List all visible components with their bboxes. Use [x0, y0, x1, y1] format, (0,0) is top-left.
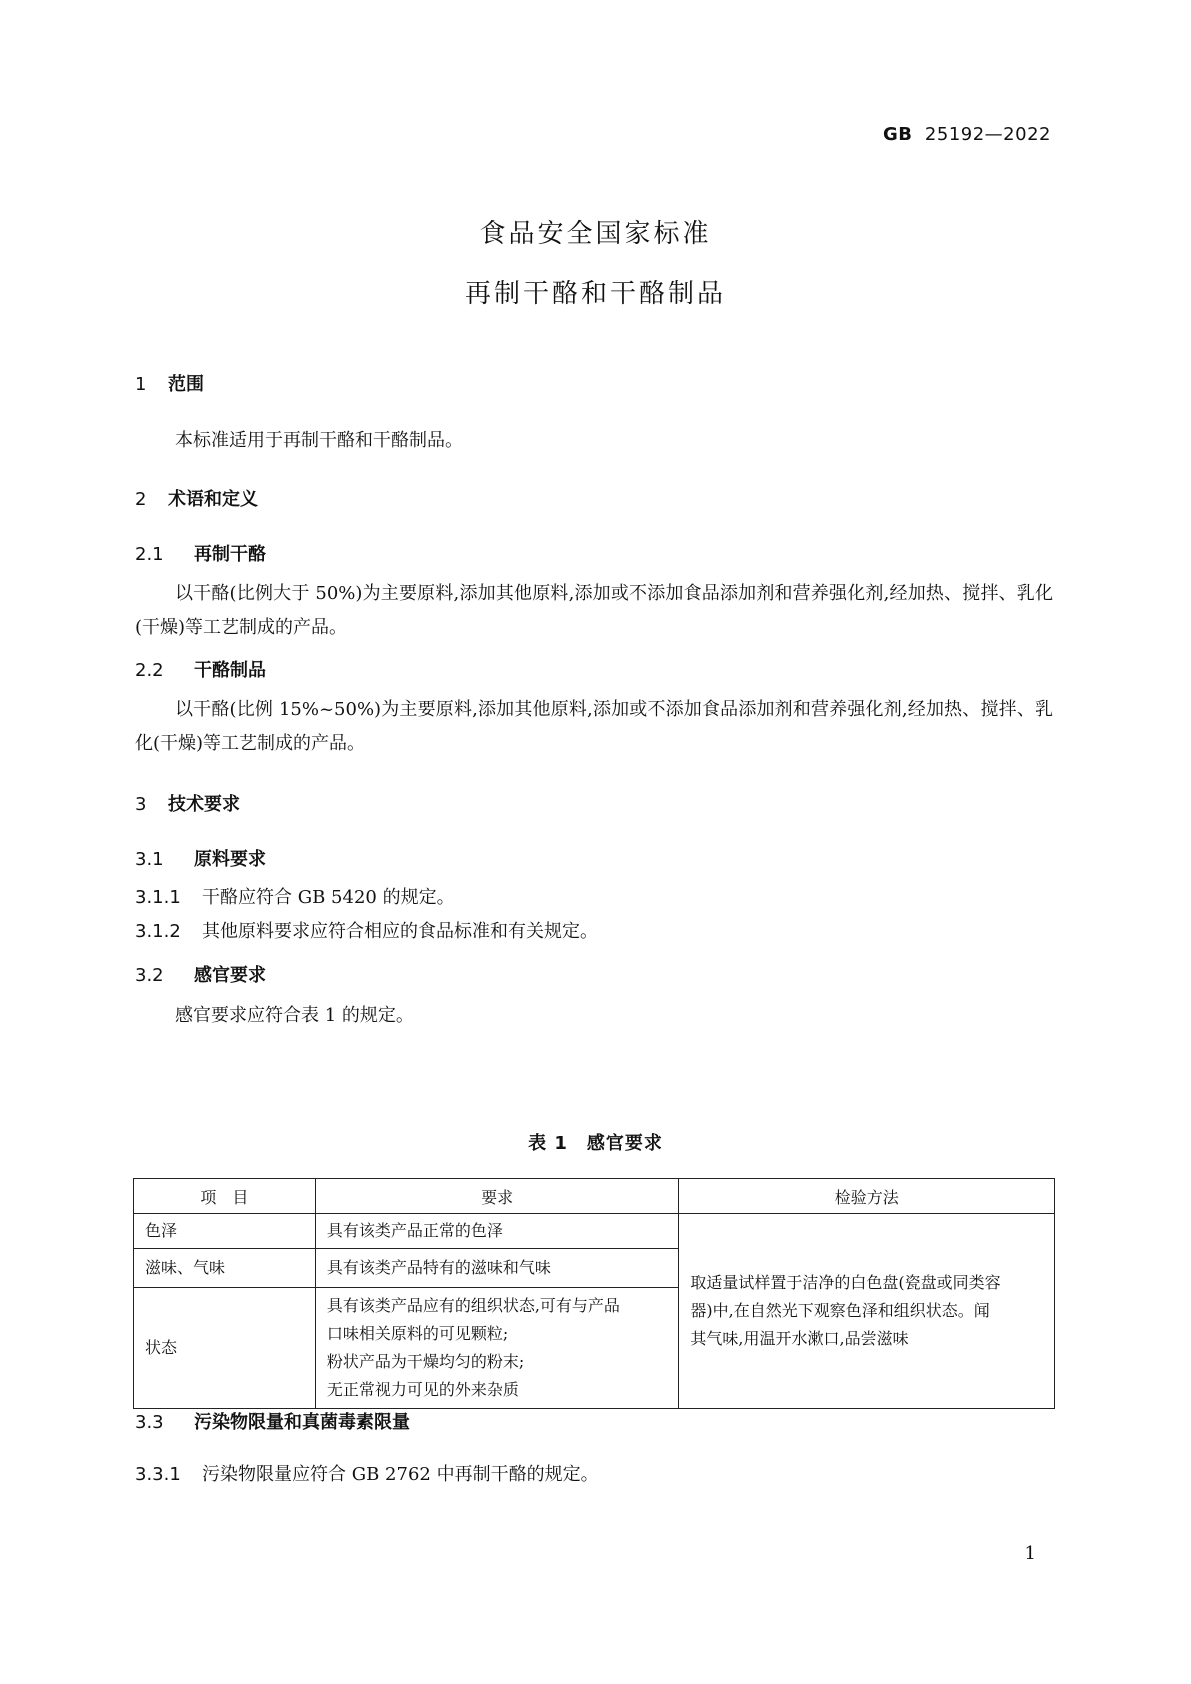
sensory-requirements-table [133, 1178, 1055, 1409]
document-title-line1: 食品安全国家标准 [479, 219, 712, 249]
section-heading-3-1 [135, 845, 266, 871]
table-header-row [134, 1179, 1055, 1214]
table-row [134, 1214, 1055, 1249]
section-title: 污染物限量和真菌毒素限量 [194, 1412, 410, 1433]
section-number: 2.1 [135, 544, 164, 565]
section-heading-2-1 [135, 540, 266, 566]
clause-text: 污染物限量应符合 GB 2762 中再制干酪的规定。 [202, 1464, 599, 1485]
method-line: 其气味,用温开水漱口,品尝滋味 [690, 1329, 909, 1348]
section-2-1-text: 以干酪(比例大于 50%)为主要原料,添加其他原料,添加或不添加食品添加剂和营养强化剂,经加热、搅拌、乳化(干燥)等工艺制成的产品。 [135, 583, 1053, 638]
section-title: 原料要求 [194, 849, 266, 870]
section-heading-1 [135, 370, 204, 396]
table-header-cell: 要求 [315, 1179, 679, 1214]
table-cell-item: 滋味、气味 [134, 1249, 316, 1288]
section-3-2-text: 感官要求应符合表 1 的规定。 [175, 1005, 414, 1026]
method-line: 器)中,在自然光下观察色泽和组织状态。闻 [690, 1301, 990, 1320]
table-header-cell: 项 目 [134, 1179, 316, 1214]
clause-number: 3.1.1 [135, 887, 181, 908]
section-number: 3.2 [135, 965, 164, 986]
table-cell-item: 状态 [134, 1288, 316, 1409]
table-cell-requirement: 具有该类产品正常的色泽 [315, 1214, 679, 1249]
document-title-line2: 再制干酪和干酪制品 [464, 279, 726, 309]
clause-text: 其他原料要求应符合相应的食品标准和有关规定。 [202, 921, 598, 942]
section-title: 干酪制品 [194, 660, 266, 681]
standard-code-prefix: GB [882, 124, 913, 145]
requirement-line: 粉状产品为干燥均匀的粉末; [326, 1352, 525, 1371]
section-heading-3-2 [135, 961, 266, 987]
section-number: 1 [135, 374, 147, 395]
section-number: 2.2 [135, 660, 164, 681]
section-number: 3.1 [135, 849, 164, 870]
table-header-cell: 检验方法 [679, 1179, 1055, 1214]
section-number: 3.3 [135, 1412, 164, 1433]
requirement-line: 无正常视力可见的外来杂质 [326, 1380, 519, 1399]
section-title: 范围 [168, 374, 204, 395]
method-line: 取适量试样置于洁净的白色盘(瓷盘或同类容 [690, 1273, 1001, 1292]
section-number: 3 [135, 794, 147, 815]
requirement-line: 口味相关原料的可见颗粒; [326, 1324, 509, 1343]
clause-3-1-2 [135, 917, 598, 943]
section-1-text: 本标准适用于再制干酪和干酪制品。 [175, 430, 463, 451]
page-number: 1 [1024, 1543, 1036, 1564]
table-cell-item: 色泽 [134, 1214, 316, 1249]
standard-code [883, 124, 1051, 145]
section-heading-2-2 [135, 656, 266, 682]
clause-3-1-1 [135, 883, 455, 909]
section-heading-2 [135, 485, 258, 511]
section-title: 再制干酪 [194, 544, 266, 565]
section-number: 2 [135, 489, 147, 510]
table-cell-requirement [315, 1288, 679, 1409]
section-2-2-text: 以干酪(比例 15%~50%)为主要原料,添加其他原料,添加或不添加食品添加剂和营养强化剂,经加热、搅拌、乳化(干燥)等工艺制成的产品。 [135, 699, 1053, 754]
table-caption: 表 1 感官要求 [528, 1133, 663, 1154]
section-heading-3-3 [135, 1408, 410, 1434]
standard-code-number: 25192—2022 [924, 124, 1051, 145]
section-title: 感官要求 [194, 965, 266, 986]
clause-3-3-1 [135, 1460, 599, 1486]
clause-number: 3.1.2 [135, 921, 181, 942]
table-cell-method [679, 1214, 1055, 1409]
section-heading-3 [135, 790, 240, 816]
section-title: 术语和定义 [168, 489, 258, 510]
table-cell-requirement: 具有该类产品特有的滋味和气味 [315, 1249, 679, 1288]
requirement-line: 具有该类产品应有的组织状态,可有与产品 [326, 1296, 620, 1315]
section-title: 技术要求 [168, 794, 240, 815]
clause-text: 干酪应符合 GB 5420 的规定。 [202, 887, 455, 908]
clause-number: 3.3.1 [135, 1464, 181, 1485]
